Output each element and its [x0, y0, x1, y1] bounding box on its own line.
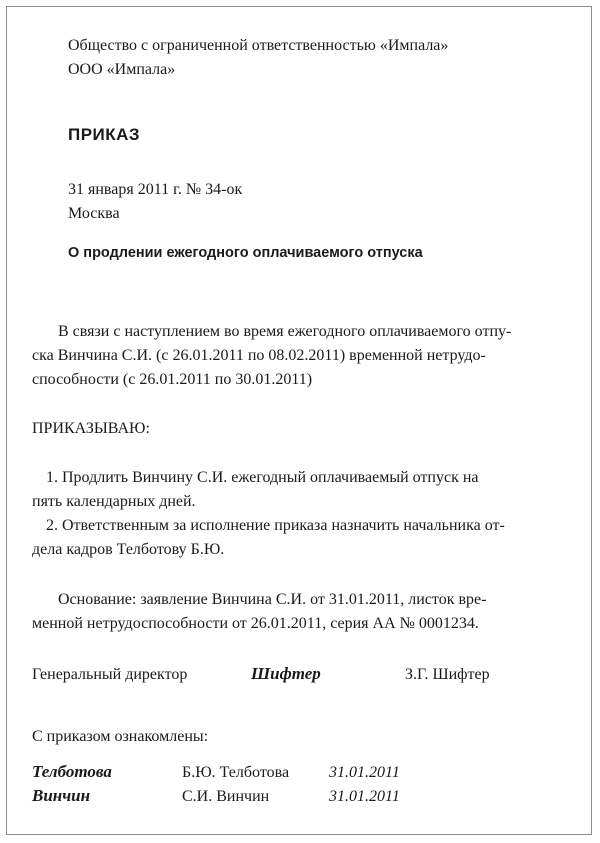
director-signature: Шифтер — [251, 664, 321, 683]
order-city: Москва — [68, 205, 120, 222]
order-item-line: пять календарных дней. — [32, 493, 196, 510]
ack-date: 31.01.2011 — [329, 788, 400, 805]
basis-line: менной нетрудоспособности от 26.01.2011, серия АА № 0001234. — [32, 615, 479, 632]
order-item-line: дела кадров Телботову Б.Ю. — [32, 541, 225, 558]
order-item-line: 2. Ответственным за исполнение приказа назначить начальника от- — [46, 517, 505, 534]
ack-signature: Винчин — [32, 786, 91, 805]
preamble-line: ска Винчина С.И. (с 26.01.2011 по 08.02.2011) временной нетрудо- — [32, 347, 486, 364]
ack-name: С.И. Винчин — [182, 788, 270, 805]
order-date-number: 31 января 2011 г. № 34-ок — [68, 181, 243, 198]
ack-name: Б.Ю. Телботова — [182, 764, 290, 781]
preamble-line: способности (с 26.01.2011 по 30.01.2011) — [32, 371, 313, 388]
org-short-name: ООО «Импала» — [68, 61, 176, 78]
basis-line: Основание: заявление Винчина С.И. от 31.01.2011, листок вре- — [58, 591, 487, 608]
signature-name: З.Г. Шифтер — [405, 666, 490, 683]
order-item-line: 1. Продлить Винчину С.И. ежегодный оплачиваемый отпуск на — [46, 469, 479, 486]
ack-date: 31.01.2011 — [329, 764, 400, 781]
ack-signature: Телботова — [32, 762, 112, 781]
org-full-name: Общество с ограниченной ответственностью «Импала» — [68, 37, 449, 54]
document-title: ПРИКАЗ — [68, 125, 141, 144]
order-document — [6, 6, 592, 835]
order-word: ПРИКАЗЫВАЮ: — [32, 420, 150, 437]
signature-position: Генеральный директор — [32, 666, 188, 683]
preamble-line: В связи с наступлением во время ежегодного оплачиваемого отпу- — [58, 323, 512, 340]
acknowledgement-label: С приказом ознакомлены: — [32, 728, 209, 745]
order-subject: О продлении ежегодного оплачиваемого отпуска — [68, 245, 423, 261]
